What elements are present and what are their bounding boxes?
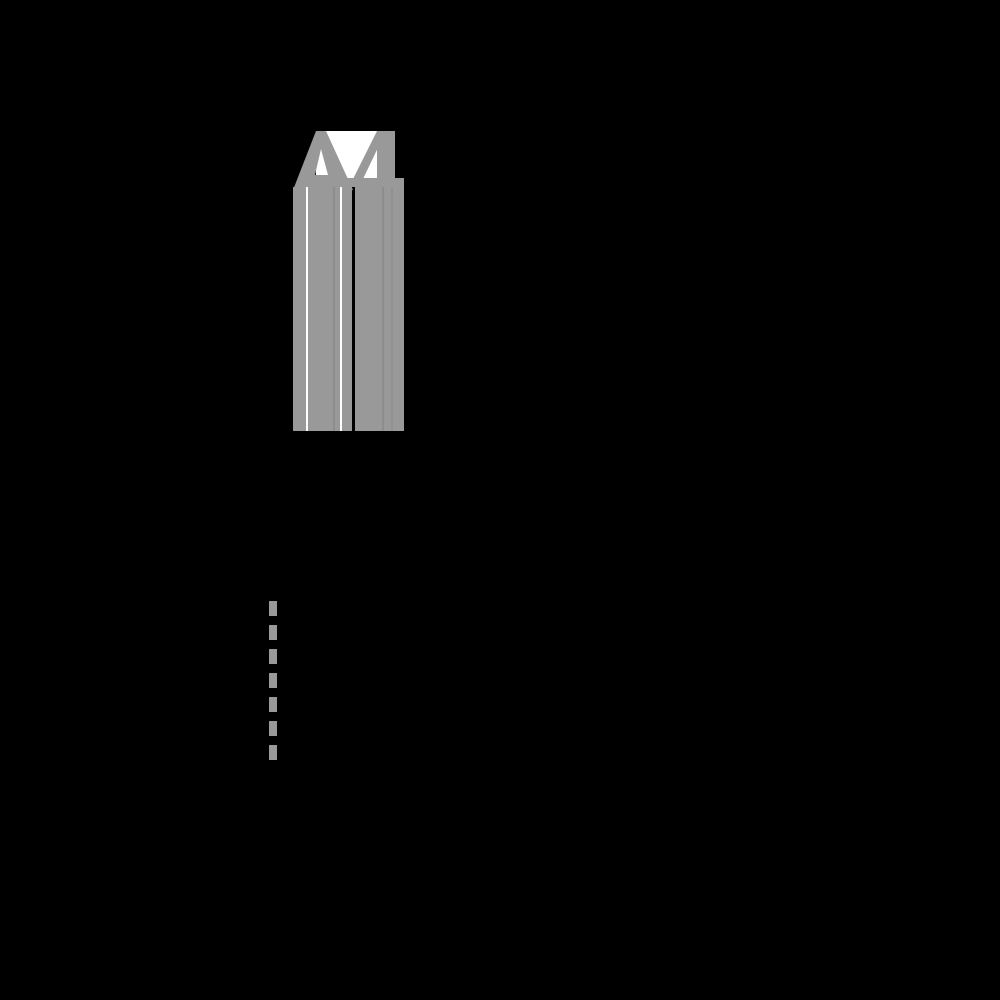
smear-stripes: [293, 187, 404, 431]
dash-segment: [269, 745, 277, 760]
smear-stripe: [391, 187, 393, 431]
smear-stripe: [293, 187, 306, 431]
dash-segment: [269, 649, 277, 664]
smear-stripe: [333, 187, 335, 431]
smear-stripe: [308, 187, 333, 431]
smear-stripe: [335, 187, 340, 431]
smear-stripe: [384, 187, 391, 431]
smear-stripe: [340, 187, 342, 431]
glitch-text-a4: [293, 131, 404, 431]
dash-segment: [269, 721, 277, 736]
smear-stripe: [393, 187, 404, 431]
smear-stripe: [382, 187, 384, 431]
dash-segment: [269, 673, 277, 688]
dash-segment: [269, 601, 277, 616]
smear-stripe: [306, 187, 308, 431]
dash-segment: [269, 625, 277, 640]
dash-segment: [269, 697, 277, 712]
smear-stripe: [342, 187, 352, 431]
glyph-digit-4-crossbar: [345, 178, 404, 187]
smear-stripe: [355, 187, 382, 431]
